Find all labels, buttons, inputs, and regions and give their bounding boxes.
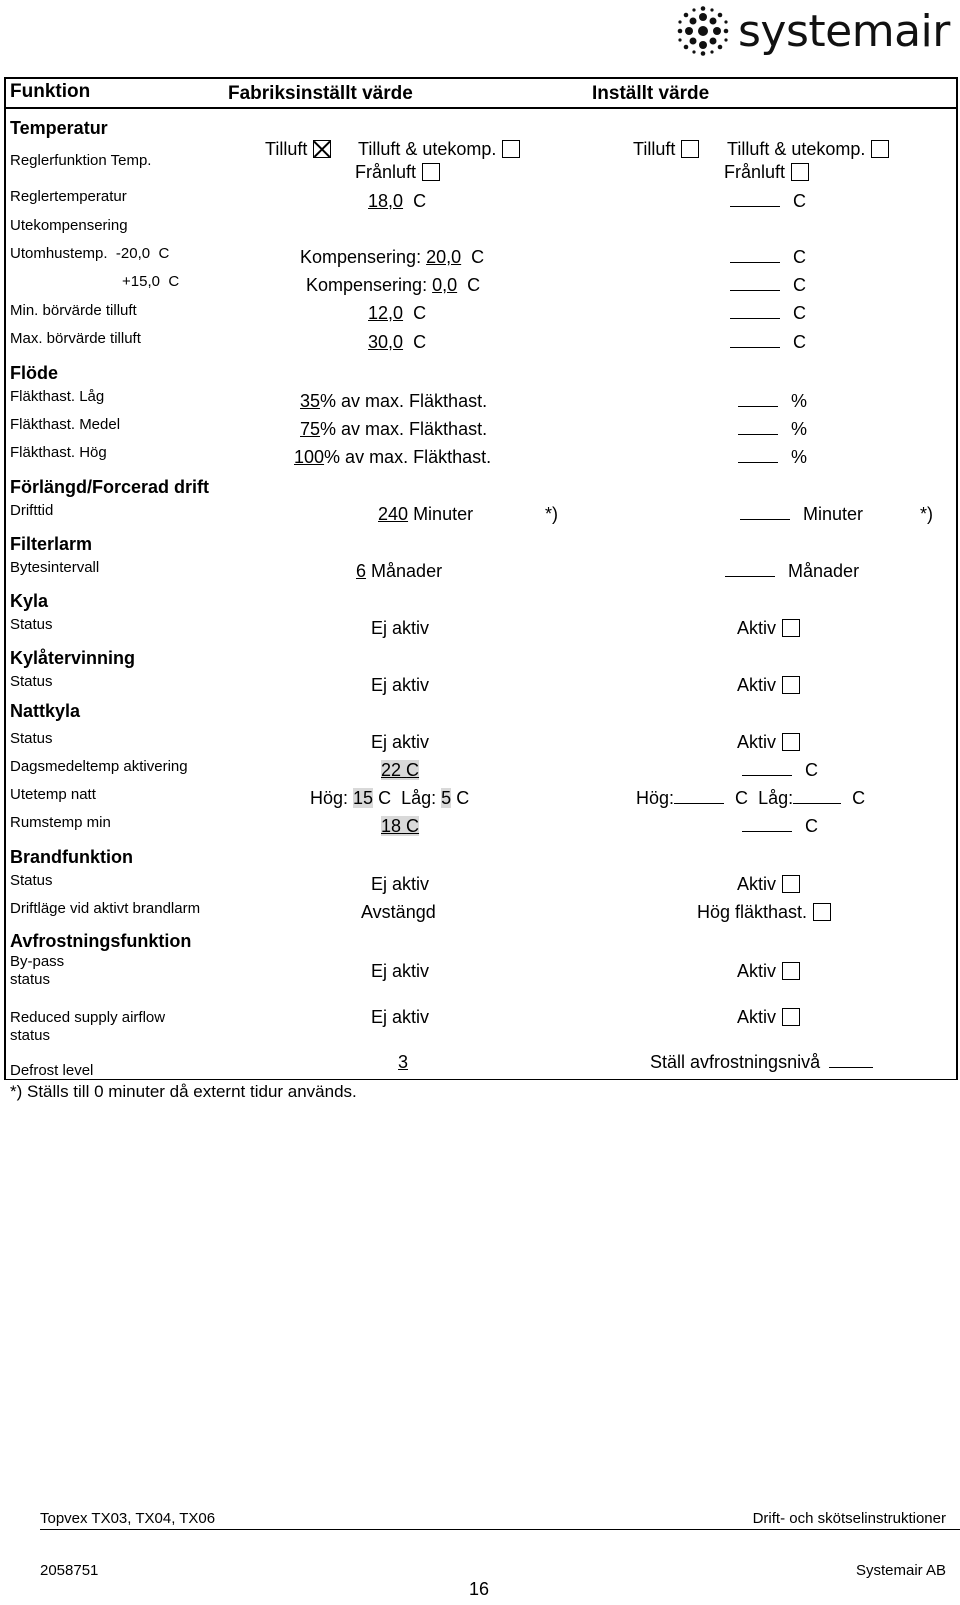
factory-opt-franluft: Frånluft — [355, 161, 440, 183]
checkbox[interactable] — [782, 733, 800, 751]
footer-doc-number: 2058751 — [40, 1562, 99, 1579]
label-brand-status: Status — [10, 872, 53, 889]
section-kylatervinning: Kylåtervinning — [10, 648, 136, 668]
set-min-borvarde[interactable]: C — [730, 302, 806, 324]
label-utomhustemp: Utomhustemp. -20,0 C — [10, 245, 170, 262]
factory-bypass-status: Ej aktiv — [371, 961, 430, 981]
factory-kylatervinning-status: Ej aktiv — [371, 675, 430, 695]
logo-mark-icon — [672, 6, 734, 56]
factory-nattkyla-status: Ej aktiv — [371, 732, 430, 752]
set-opt-franluft[interactable]: Frånluft — [724, 161, 809, 183]
footer-doc-title: Drift- och skötselinstruktioner — [752, 1510, 946, 1527]
label-utekompensering: Utekompensering — [10, 217, 128, 234]
set-reduced-status[interactable]: Aktiv — [737, 1006, 800, 1028]
set-drifttid[interactable]: Minuter — [740, 503, 863, 525]
set-kyla-status[interactable]: Aktiv — [737, 617, 800, 639]
label-nattkyla-status: Status — [10, 730, 53, 747]
label-reglertemperatur: Reglertemperatur — [10, 188, 127, 205]
label-reglerfunktion: Reglerfunktion Temp. — [10, 152, 152, 169]
checkbox[interactable] — [871, 140, 889, 158]
label-utetemp-natt: Utetemp natt — [10, 786, 96, 803]
label-drifttid: Drifttid — [10, 502, 54, 519]
section-filterlarm: Filterlarm — [10, 534, 93, 554]
factory-utetemp-natt: Hög: 15 C Låg: 5 C — [310, 788, 470, 808]
factory-reglertemp: 18,0 C — [368, 191, 427, 211]
set-flakt-hog[interactable]: % — [738, 446, 807, 468]
section-forlangd: Förlängd/Forcerad drift — [10, 477, 210, 497]
factory-reduced-status: Ej aktiv — [371, 1007, 430, 1027]
brand-name: systemair — [738, 6, 950, 57]
section-kyla: Kyla — [10, 591, 49, 611]
checkbox[interactable] — [681, 140, 699, 158]
label-driftlage-brandlarm: Driftläge vid aktivt brandlarm — [10, 900, 201, 917]
checkbox[interactable] — [782, 1008, 800, 1026]
factory-opt-tilluft: Tilluft — [265, 138, 331, 160]
header-divider — [4, 107, 958, 109]
factory-bytesintervall: 6 Månader — [356, 561, 443, 581]
factory-opt-tilluft-ute: Tilluft & utekomp. — [358, 138, 520, 160]
factory-brand-status: Ej aktiv — [371, 874, 430, 894]
set-reglertemp[interactable]: C — [730, 190, 806, 212]
factory-kompensering-1: Kompensering: 20,0 C — [300, 247, 485, 267]
set-flakt-lag[interactable]: % — [738, 390, 807, 412]
footer-company: Systemair AB — [855, 1562, 946, 1579]
footer-divider — [40, 1529, 960, 1530]
set-driftlage[interactable]: Hög fläkthast. — [697, 901, 831, 923]
set-kompensering-1[interactable]: C — [730, 246, 806, 268]
label-flakt-medel: Fläkthast. Medel — [10, 416, 121, 433]
set-utetemp-natt[interactable]: Hög: C Låg: C — [636, 788, 866, 808]
section-temperatur: Temperatur — [10, 118, 108, 138]
factory-max-borvarde: 30,0 C — [368, 332, 427, 352]
table-top-border — [4, 77, 958, 79]
column-header-factory: Fabriksinställt värde — [228, 83, 413, 104]
footer-product: Topvex TX03, TX04, TX06 — [40, 1510, 216, 1527]
label-flakt-lag: Fläkthast. Låg — [10, 388, 105, 405]
factory-driftlage: Avstängd — [361, 902, 436, 922]
label-bypass-1: By-pass — [10, 953, 65, 970]
checkbox[interactable] — [782, 619, 800, 637]
section-brandfunktion: Brandfunktion — [10, 847, 133, 867]
set-opt-tilluft-ute[interactable]: Tilluft & utekomp. — [727, 138, 889, 160]
label-bypass-2: status — [10, 971, 51, 988]
set-opt-tilluft[interactable]: Tilluft — [633, 138, 699, 160]
set-rumstemp-min[interactable]: C — [742, 815, 818, 837]
factory-defrost-level: 3 — [398, 1052, 409, 1072]
factory-dagsmedeltemp: 22 C — [381, 760, 420, 780]
factory-min-borvarde: 12,0 C — [368, 303, 427, 323]
section-nattkyla: Nattkyla — [10, 701, 81, 721]
section-avfrostning: Avfrostningsfunktion — [10, 931, 192, 951]
factory-kompensering-2: Kompensering: 0,0 C — [306, 275, 481, 295]
label-kyla-status: Status — [10, 616, 53, 633]
checkbox[interactable] — [782, 676, 800, 694]
factory-drifttid: 240 Minuter — [378, 504, 474, 524]
label-defrost-level: Defrost level — [10, 1062, 94, 1079]
set-brand-status[interactable]: Aktiv — [737, 873, 800, 895]
checkbox[interactable] — [782, 962, 800, 980]
section-flode: Flöde — [10, 363, 58, 383]
table-bottom-border — [4, 1079, 958, 1080]
label-rumstemp-min: Rumstemp min — [10, 814, 111, 831]
label-flakt-hog: Fläkthast. Hög — [10, 444, 107, 461]
set-bypass-status[interactable]: Aktiv — [737, 960, 800, 982]
systemair-logo — [670, 4, 960, 56]
checkbox — [422, 163, 440, 181]
set-kompensering-2[interactable]: C — [730, 274, 806, 296]
factory-flakt-lag: 35% av max. Fläkthast. — [300, 391, 488, 411]
column-header-function: Funktion — [10, 81, 91, 102]
checkbox — [502, 140, 520, 158]
page-number: 16 — [469, 1579, 490, 1599]
column-header-set: Inställt värde — [592, 83, 710, 104]
set-max-borvarde[interactable]: C — [730, 331, 806, 353]
label-reduced-1: Reduced supply airflow — [10, 1009, 166, 1026]
label-reduced-2: status — [10, 1027, 51, 1044]
set-nattkyla-status[interactable]: Aktiv — [737, 731, 800, 753]
checkbox[interactable] — [791, 163, 809, 181]
set-kylatervinning-status[interactable]: Aktiv — [737, 674, 800, 696]
factory-drifttid-note: *) — [545, 504, 558, 524]
label-kylatervinning-status: Status — [10, 673, 53, 690]
factory-kyla-status: Ej aktiv — [371, 618, 430, 638]
footnote: *) Ställs till 0 minuter då externt tidur används. — [10, 1082, 357, 1101]
checkbox[interactable] — [782, 875, 800, 893]
label-utomhustemp-2: +15,0 C — [122, 273, 180, 290]
set-flakt-medel[interactable]: % — [738, 418, 807, 440]
set-dagsmedeltemp[interactable]: C — [742, 759, 818, 781]
factory-flakt-medel: 75% av max. Fläkthast. — [300, 419, 488, 439]
factory-flakt-hog: 100% av max. Fläkthast. — [294, 447, 492, 467]
label-min-borvarde: Min. börvärde tilluft — [10, 302, 137, 319]
label-max-borvarde: Max. börvärde tilluft — [10, 330, 141, 347]
checkbox-checked — [313, 140, 331, 158]
set-drifttid-note: *) — [920, 504, 933, 524]
set-bytesintervall[interactable]: Månader — [725, 560, 859, 582]
set-defrost-level[interactable]: Ställ avfrostningsnivå — [650, 1051, 881, 1073]
factory-rumstemp-min: 18 C — [381, 816, 420, 836]
checkbox[interactable] — [813, 903, 831, 921]
label-bytesintervall: Bytesintervall — [10, 559, 100, 576]
label-dagsmedeltemp: Dagsmedeltemp aktivering — [10, 758, 188, 775]
